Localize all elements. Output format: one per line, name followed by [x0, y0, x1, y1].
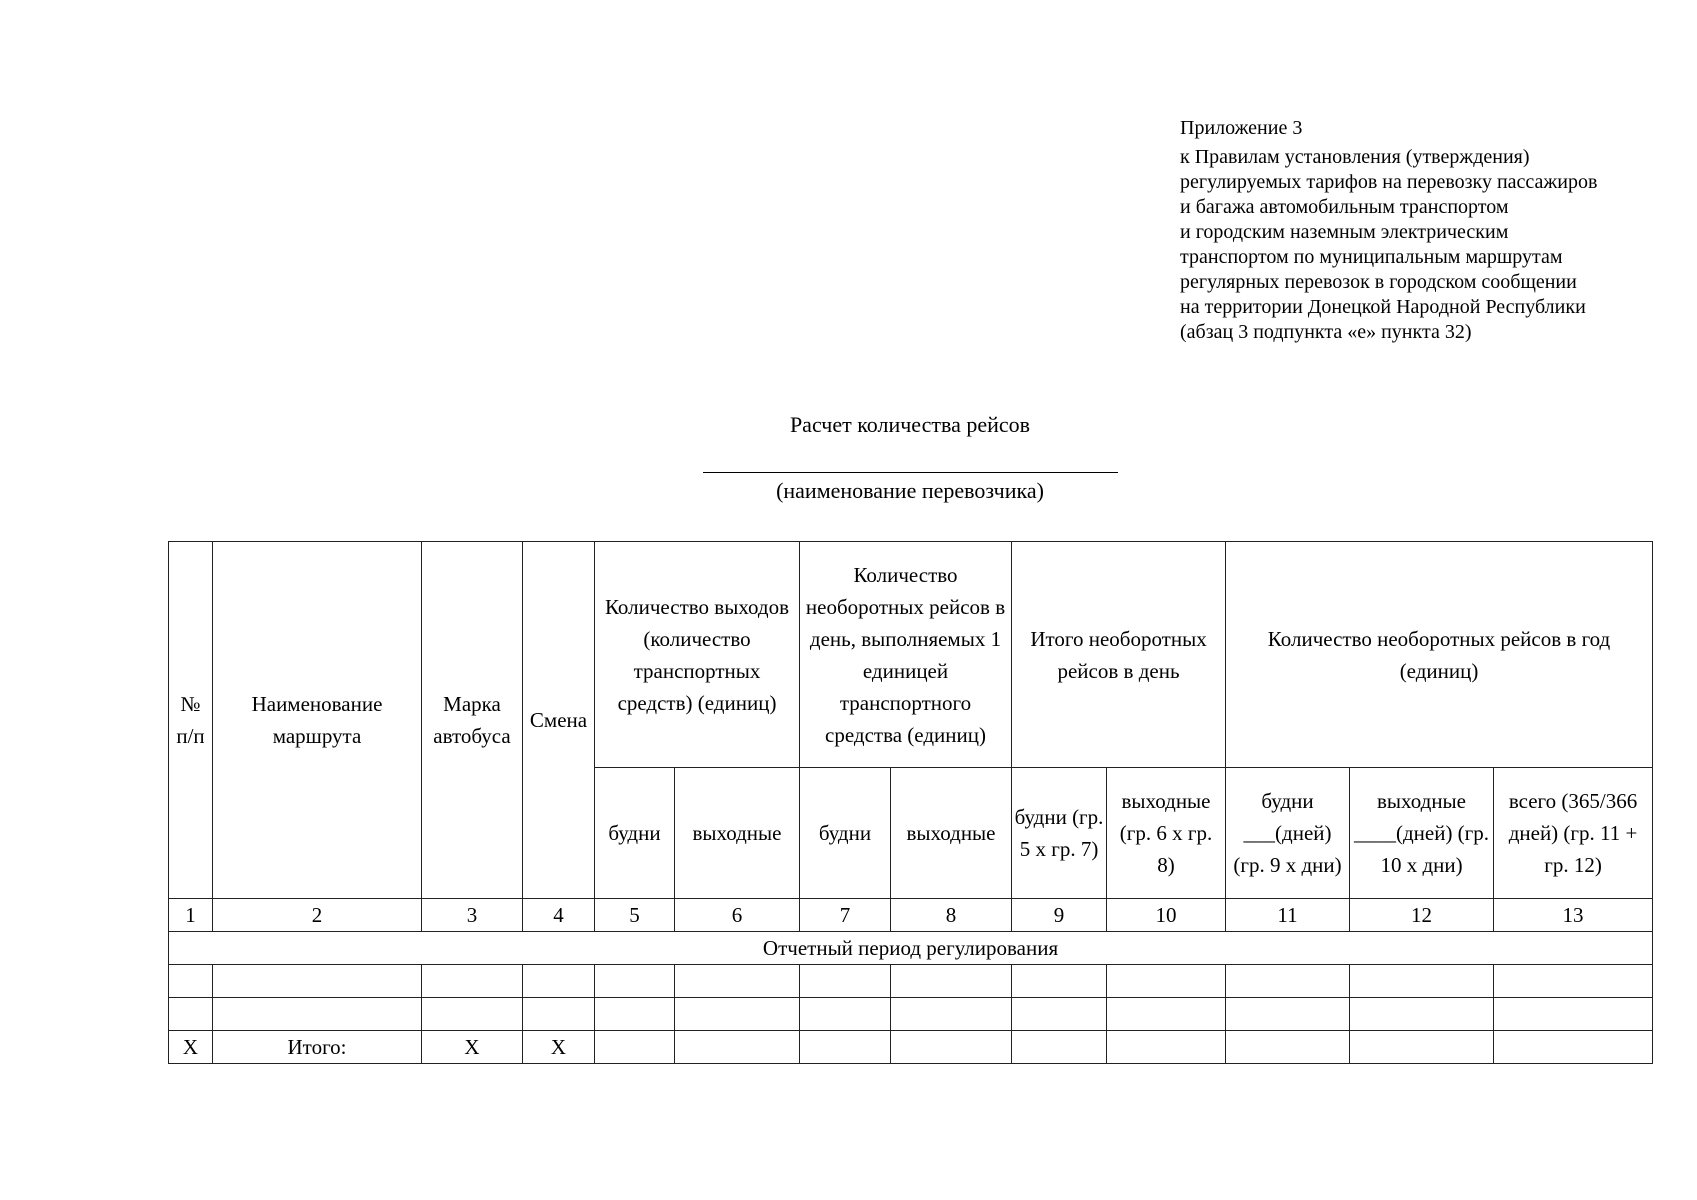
empty-cell: [1494, 1031, 1653, 1064]
header-total-per-day: Итого необоротных рейсов в день: [1012, 542, 1226, 768]
column-number: 7: [800, 899, 891, 932]
empty-cell: [800, 998, 891, 1031]
appendix-line: и багажа автомобильным транспортом: [1180, 196, 1509, 218]
empty-cell: [675, 1031, 800, 1064]
column-number: 2: [213, 899, 422, 932]
empty-cell: [1012, 1031, 1107, 1064]
empty-cell: [1012, 965, 1107, 998]
empty-cell: [1012, 998, 1107, 1031]
header-exits: Количество выходов (количество транспортных средств) (единиц): [595, 542, 800, 768]
subheader-day-weekdays: будни (гр. 5 х гр. 7): [1012, 768, 1107, 899]
empty-cell: [1350, 965, 1494, 998]
column-number: 9: [1012, 899, 1107, 932]
appendix-block: [1180, 116, 1680, 345]
header-shift: Смена: [523, 542, 595, 899]
column-number: 4: [523, 899, 595, 932]
empty-cell: [523, 965, 595, 998]
empty-cell: [891, 998, 1012, 1031]
empty-cell: [1226, 998, 1350, 1031]
period-row: [169, 932, 1653, 965]
appendix-line: на территории Донецкой Народной Республики: [1180, 296, 1586, 318]
column-number: 1: [169, 899, 213, 932]
column-number: 8: [891, 899, 1012, 932]
appendix-line: и городским наземным электрическим: [1180, 221, 1509, 243]
empty-cell: [675, 998, 800, 1031]
empty-cell: [891, 965, 1012, 998]
table-row: [169, 998, 1653, 1031]
subheader-year-weekdays: будни ___(дней) (гр. 9 х дни): [1226, 768, 1350, 899]
empty-cell: [422, 998, 523, 1031]
carrier-name-caption: (наименование перевозчика): [776, 478, 1044, 503]
empty-cell: [595, 965, 675, 998]
appendix-line: к Правилам установления (утверждения): [1180, 146, 1530, 168]
subheader-exits-weekends: выходные: [675, 768, 800, 899]
subheader-trips-weekends: выходные: [891, 768, 1012, 899]
total-row: [169, 1031, 1653, 1064]
trips-calculation-table: [168, 541, 1653, 1064]
appendix-line: регулярных перевозок в городском сообщении: [1180, 271, 1577, 293]
appendix-line: регулируемых тарифов на перевозку пассажиров: [1180, 171, 1598, 193]
column-number-row: [169, 899, 1653, 932]
empty-cell: [169, 965, 213, 998]
empty-cell: [800, 1031, 891, 1064]
empty-cell: [1494, 965, 1653, 998]
column-number: 11: [1226, 899, 1350, 932]
empty-cell: [891, 1031, 1012, 1064]
empty-cell: [1107, 965, 1226, 998]
carrier-name-blank-line: [703, 472, 1118, 473]
empty-cell: [595, 1031, 675, 1064]
column-number: 10: [1107, 899, 1226, 932]
column-number: 3: [422, 899, 523, 932]
empty-cell: [422, 965, 523, 998]
empty-cell: [213, 998, 422, 1031]
subheader-day-weekends: выходные (гр. 6 х гр. 8): [1107, 768, 1226, 899]
empty-cell: [800, 965, 891, 998]
subheader-exits-weekdays: будни: [595, 768, 675, 899]
empty-cell: [1350, 1031, 1494, 1064]
header-bus-brand: Марка автобуса: [422, 542, 523, 899]
empty-cell: [1226, 965, 1350, 998]
subheader-year-total: всего (365/366 дней) (гр. 11 + гр. 12): [1494, 768, 1653, 899]
empty-cell: [169, 998, 213, 1031]
empty-cell: [595, 998, 675, 1031]
reporting-period-label: Отчетный период регулирования: [169, 932, 1653, 965]
appendix-line: (абзац 3 подпункта «е» пункта 32): [1180, 321, 1472, 343]
document-title: Расчет количества рейсов: [789, 412, 1031, 437]
empty-cell: [675, 965, 800, 998]
column-number: 6: [675, 899, 800, 932]
header-trips-per-unit: Количество необоротных рейсов в день, выполняемых 1 единицей транспортного средства (единиц): [800, 542, 1012, 768]
total-brand-cell: Х: [422, 1031, 523, 1064]
header-num: № п/п: [169, 542, 213, 899]
empty-cell: [213, 965, 422, 998]
table-row: [169, 965, 1653, 998]
total-shift-cell: Х: [523, 1031, 595, 1064]
appendix-title: Приложение 3: [1180, 117, 1303, 139]
column-number: 13: [1494, 899, 1653, 932]
header-route-name: Наименование маршрута: [213, 542, 422, 899]
empty-cell: [1494, 998, 1653, 1031]
empty-cell: [1350, 998, 1494, 1031]
header-row: [169, 542, 1653, 768]
total-label: Итого:: [213, 1031, 422, 1064]
empty-cell: [1107, 1031, 1226, 1064]
empty-cell: [1226, 1031, 1350, 1064]
column-number: 12: [1350, 899, 1494, 932]
column-number: 5: [595, 899, 675, 932]
appendix-line: транспортом по муниципальным маршрутам: [1180, 246, 1563, 268]
empty-cell: [523, 998, 595, 1031]
header-trips-per-year: Количество необоротных рейсов в год (единиц): [1226, 542, 1653, 768]
empty-cell: [1107, 998, 1226, 1031]
subheader-trips-weekdays: будни: [800, 768, 891, 899]
total-num-cell: Х: [169, 1031, 213, 1064]
subheader-year-weekends: выходные ____(дней) (гр. 10 х дни): [1350, 768, 1494, 899]
